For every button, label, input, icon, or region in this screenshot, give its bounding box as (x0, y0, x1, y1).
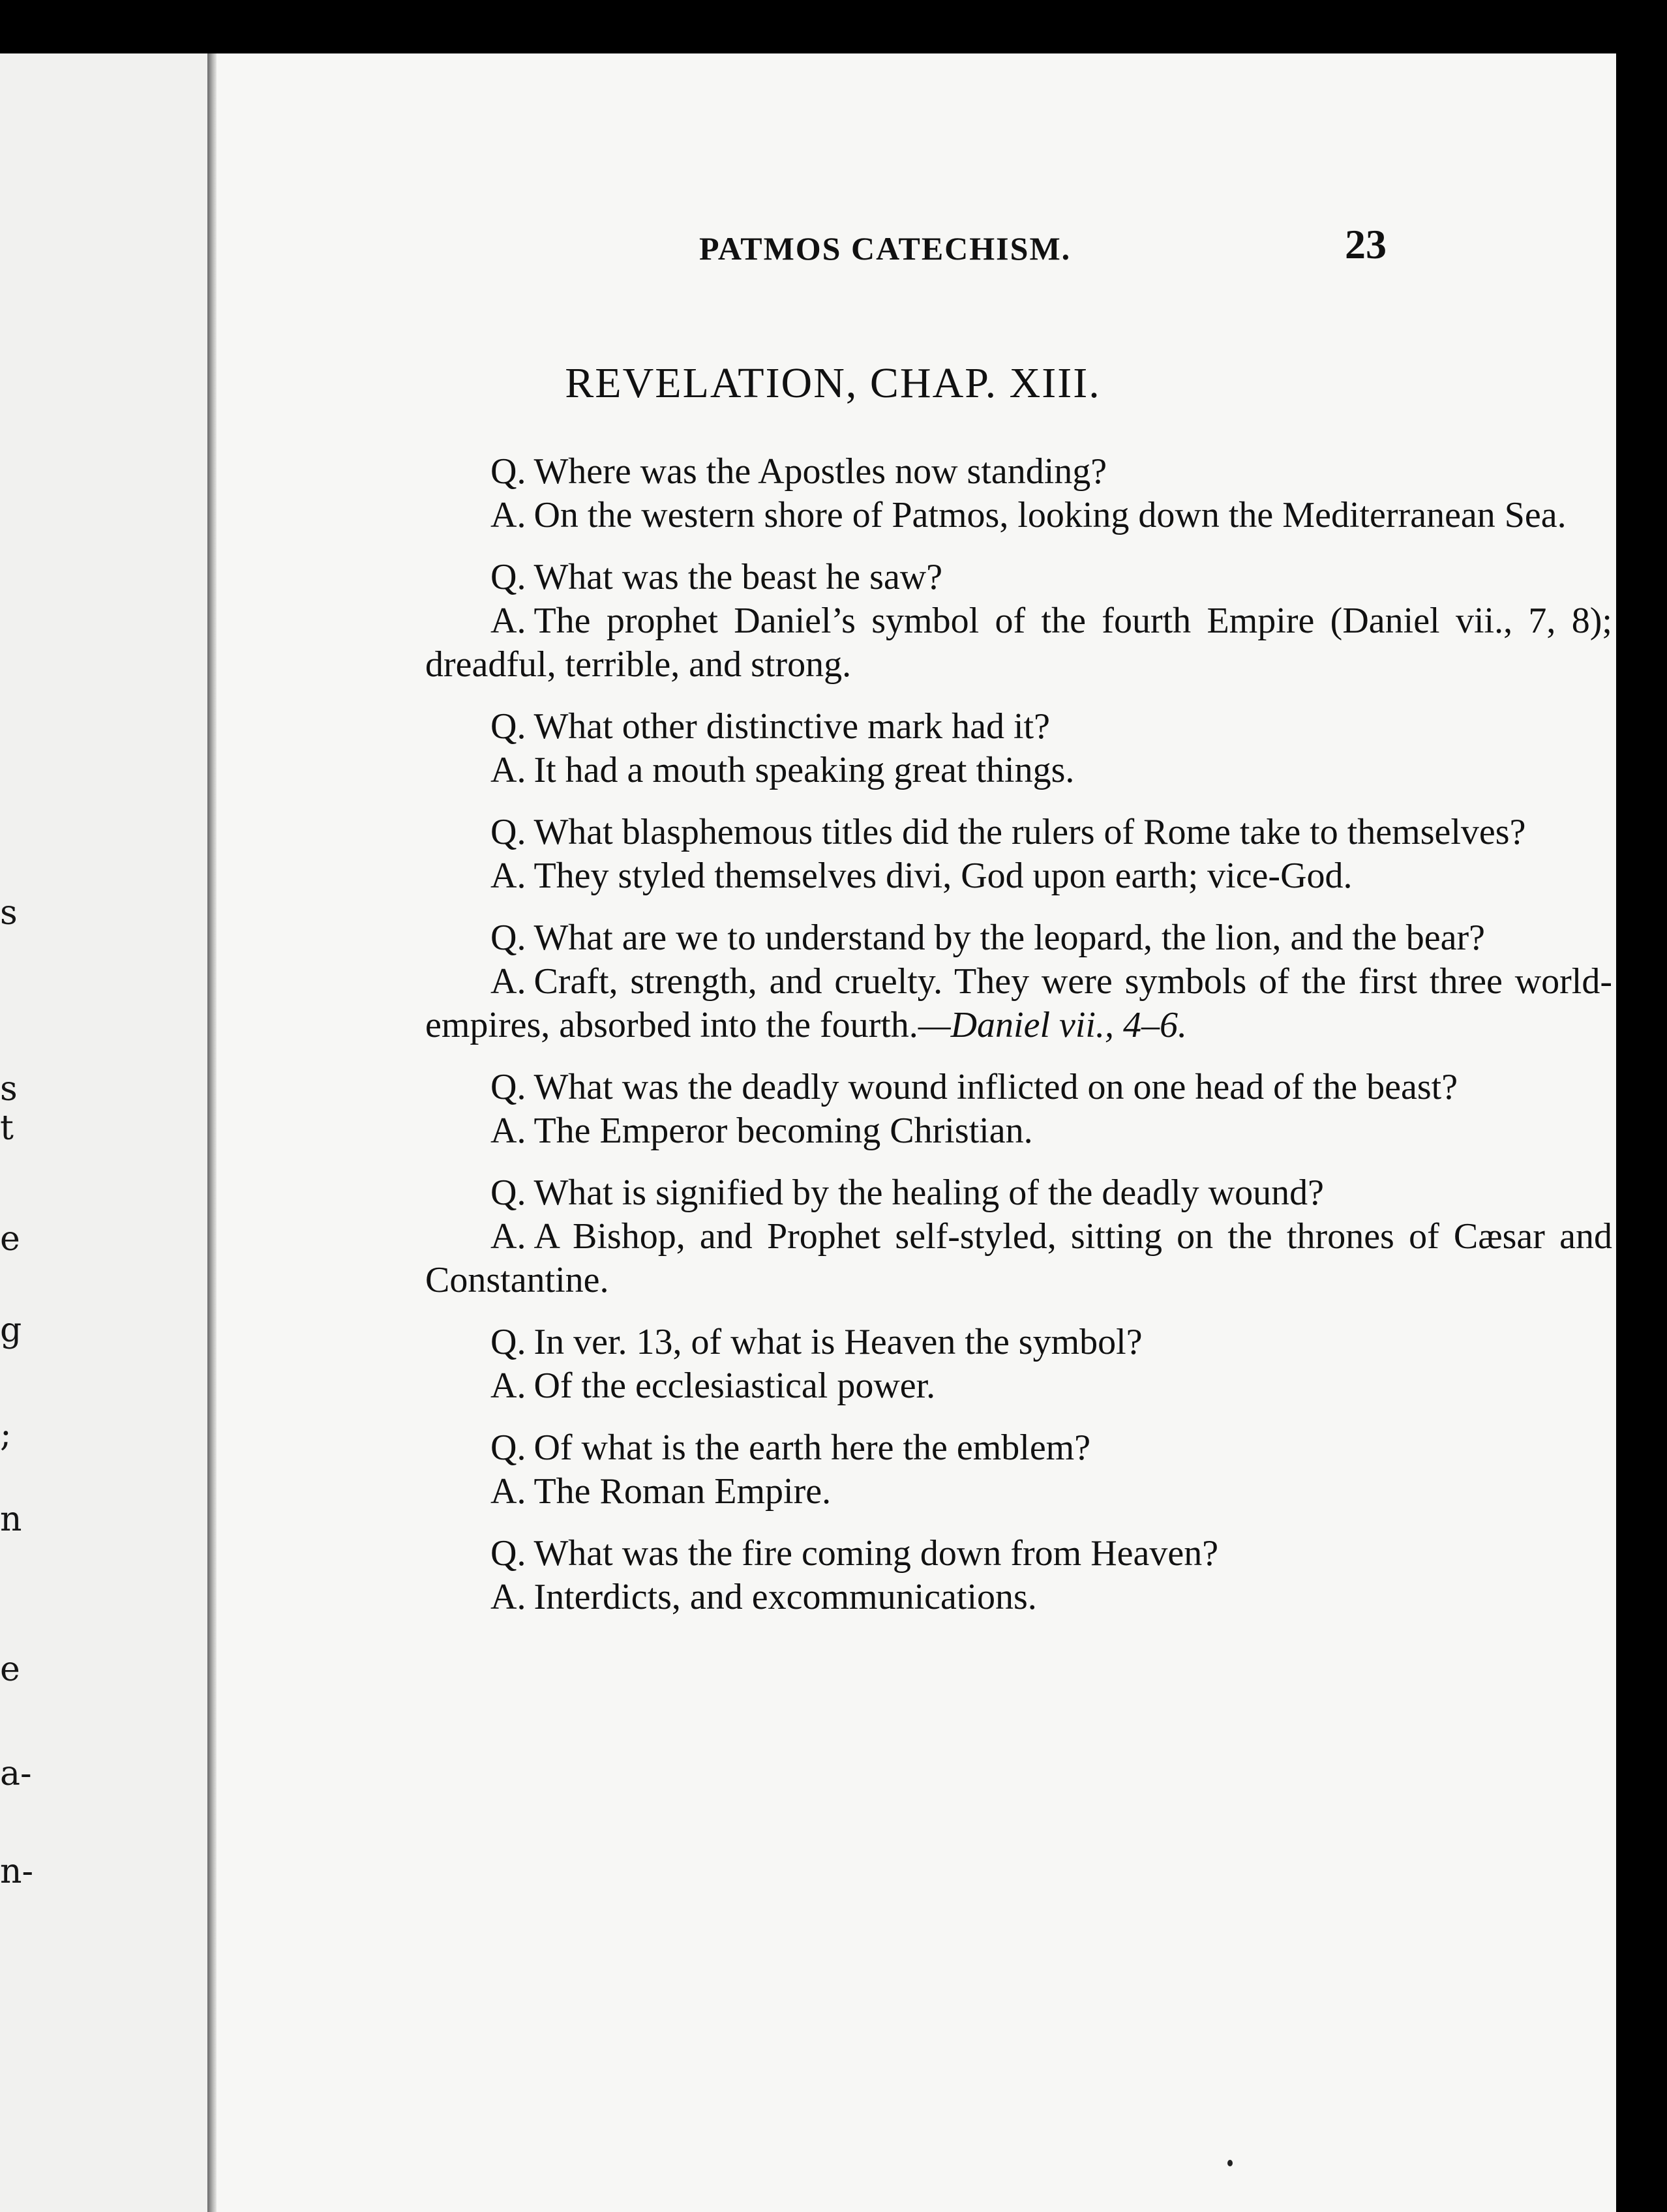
book-gutter (207, 53, 217, 2212)
left-fragment: t (0, 1109, 14, 1148)
answer-text: They styled themselves divi, God upon earth; vice-God. (533, 856, 1353, 896)
question-text: What are we to understand by the leopard, the lion, and the bear? (533, 918, 1485, 958)
answer-label: A. (490, 1577, 526, 1617)
question (425, 1066, 1612, 1109)
answer-text: It had a mouth speaking great things. (533, 750, 1075, 790)
answer (425, 960, 1612, 1047)
left-fragment: e (0, 1650, 20, 1689)
qa-pair (425, 811, 1612, 898)
qa-pair (425, 1066, 1612, 1153)
question-text: In ver. 13, of what is Heaven the symbol? (533, 1322, 1143, 1362)
question-text: What blasphemous titles did the rulers of Rome take to themselves? (533, 812, 1526, 852)
page-header (217, 221, 1616, 282)
question-text: What other distinctive mark had it? (533, 706, 1050, 747)
answer (425, 494, 1612, 537)
answer-label: A. (490, 1366, 526, 1406)
question-label: Q. (490, 1533, 526, 1574)
question-label: Q. (490, 1322, 526, 1362)
question (425, 1171, 1612, 1215)
qa-pair (425, 450, 1612, 537)
qa-pair (425, 1321, 1612, 1408)
answer-text: A Bishop, and Prophet self-styled, sitting on the thrones of Cæsar and Constantine. (425, 1216, 1612, 1300)
qa-pair (425, 556, 1612, 687)
answer (425, 599, 1612, 687)
question (425, 1321, 1612, 1364)
answer (425, 1364, 1612, 1408)
question-text: What was the beast he saw? (533, 557, 943, 597)
question-label: Q. (490, 557, 526, 597)
question (425, 916, 1612, 960)
catechism-body (425, 450, 1612, 1637)
scripture-reference: —Daniel vii., 4–6. (918, 1005, 1187, 1045)
question (425, 1532, 1612, 1576)
answer (425, 749, 1612, 792)
qa-pair (425, 1171, 1612, 1302)
answer-text: The Roman Empire. (533, 1471, 832, 1512)
left-fragment: s (0, 893, 18, 933)
answer-text: Craft, strength, and cruelty. They were symbols of the first three world-empires, absorbed into the fourth. (425, 961, 1612, 1045)
question-text: What was the fire coming down from Heaven? (533, 1533, 1219, 1574)
question-text: What is signified by the healing of the deadly wound? (533, 1173, 1324, 1213)
question-label: Q. (490, 451, 526, 492)
question-label: Q. (490, 1067, 526, 1107)
left-fragment: ; (0, 1415, 12, 1454)
question-label: Q. (490, 1427, 526, 1468)
left-page-edge (0, 53, 207, 2212)
qa-pair (425, 1532, 1612, 1619)
answer-text: The Emperor becoming Christian. (533, 1111, 1033, 1151)
answer-text: On the western shore of Patmos, looking down the Mediterranean Sea. (533, 495, 1567, 535)
answer-label: A. (490, 1111, 526, 1151)
answer-label: A. (490, 961, 526, 1002)
answer (425, 854, 1612, 898)
left-fragment: n (0, 1500, 22, 1539)
answer-text: The prophet Daniel’s symbol of the fourth Empire (Daniel vii., 7, 8); dreadful, terrible, and strong. (425, 601, 1612, 685)
print-speck (1227, 2160, 1233, 2166)
answer (425, 1576, 1612, 1619)
answer (425, 1109, 1612, 1153)
answer-label: A. (490, 601, 526, 641)
question-label: Q. (490, 812, 526, 852)
left-fragment: g (0, 1311, 22, 1350)
answer-label: A. (490, 495, 526, 535)
left-fragment: n- (0, 1852, 34, 1891)
qa-pair (425, 916, 1612, 1047)
qa-pair (425, 1426, 1612, 1514)
question (425, 811, 1612, 854)
answer-text: Of the ecclesiastical power. (533, 1366, 936, 1406)
left-fragment: a- (0, 1754, 32, 1793)
running-head: PATMOS CATECHISM. (699, 230, 1072, 267)
answer-label: A. (490, 856, 526, 896)
question (425, 450, 1612, 494)
left-fragment: e (0, 1219, 20, 1259)
answer-label: A. (490, 750, 526, 790)
question (425, 1426, 1612, 1470)
question (425, 556, 1612, 599)
question-label: Q. (490, 918, 526, 958)
right-page (217, 53, 1616, 2212)
left-fragment: s (0, 1069, 18, 1109)
question-label: Q. (490, 1173, 526, 1213)
answer-text: Interdicts, and excommunications. (533, 1577, 1037, 1617)
answer-label: A. (490, 1216, 526, 1257)
page-number: 23 (1345, 221, 1387, 267)
answer (425, 1470, 1612, 1514)
question-label: Q. (490, 706, 526, 747)
qa-pair (425, 705, 1612, 792)
chapter-title: REVELATION, CHAP. XIII. (565, 359, 1101, 407)
question-text: Where was the Apostles now standing? (533, 451, 1107, 492)
answer (425, 1215, 1612, 1302)
question-text: What was the deadly wound inflicted on one head of the beast? (533, 1067, 1458, 1107)
question-text: Of what is the earth here the emblem? (533, 1427, 1091, 1468)
answer-label: A. (490, 1471, 526, 1512)
question (425, 705, 1612, 749)
